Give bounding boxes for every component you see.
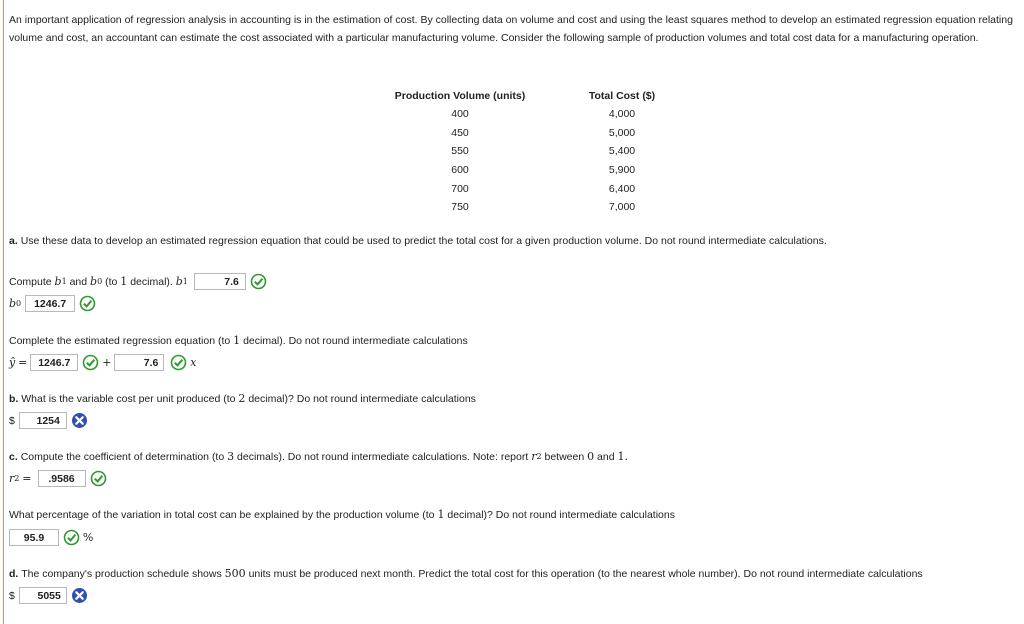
squared: 2 bbox=[536, 452, 542, 461]
equation-prompt bbox=[9, 334, 468, 347]
equation-line bbox=[9, 354, 196, 371]
equation-text-post: decimal). Do not round intermediate calculations bbox=[243, 334, 468, 347]
b1-symbol: b bbox=[54, 275, 62, 288]
correct-check-icon bbox=[63, 529, 80, 546]
part-d-letter: d. bbox=[9, 567, 19, 580]
table-row bbox=[368, 142, 692, 161]
plus-sign: + bbox=[102, 356, 112, 369]
b1-label-subscript: 1 bbox=[182, 277, 188, 286]
part-d-text-pre: The company's production schedule shows bbox=[21, 567, 222, 580]
data-table bbox=[368, 86, 692, 217]
b1-input[interactable]: 7.6 bbox=[194, 273, 246, 290]
x-variable: x bbox=[190, 356, 197, 369]
volume-cell: 550 bbox=[451, 145, 469, 158]
equals-sign: = bbox=[18, 356, 28, 369]
pct-text-post: decimal)? Do not round intermediate calculations bbox=[447, 508, 675, 521]
currency-symbol: $ bbox=[9, 589, 15, 602]
variable-cost-input[interactable]: 1254 bbox=[19, 412, 67, 429]
equation-b1-input[interactable]: 7.6 bbox=[114, 354, 164, 371]
problem-intro: An important application of regression analysis in accounting is in the estimation of cost. By collecting data on volume and cost and using the least squares method to develop an estimated regression equation relating volume and cost, an accountant can estimate the cost associated with a particular manufacturing volume. Consider the following sample of production volumes and total cost data for a manufacturing operation. bbox=[9, 14, 1013, 44]
r-squared-input[interactable]: .9586 bbox=[38, 470, 86, 487]
to-text: (to bbox=[105, 275, 118, 288]
part-b-letter: b. bbox=[9, 392, 19, 405]
part-c-letter: c. bbox=[9, 450, 18, 463]
part-a-question bbox=[9, 235, 827, 247]
part-d-answer bbox=[9, 587, 88, 604]
r-symbol: r bbox=[531, 450, 537, 463]
correct-check-icon bbox=[90, 470, 107, 487]
volume-cell: 450 bbox=[451, 126, 469, 139]
between-text: between bbox=[544, 450, 585, 463]
pct-text-pre: What percentage of the variation in total cost can be explained by the production volume (to bbox=[9, 508, 435, 521]
equation-text-pre: Complete the estimated regression equation (to bbox=[9, 334, 231, 347]
r-label: r bbox=[9, 472, 15, 485]
cost-cell: 5,400 bbox=[608, 145, 636, 158]
equation-b0-input[interactable]: 1246.7 bbox=[30, 354, 78, 371]
zero-val: 0 bbox=[587, 450, 595, 463]
part-b-answer bbox=[9, 412, 88, 429]
percentage-question bbox=[9, 508, 675, 521]
cost-cell: 5,000 bbox=[608, 126, 636, 139]
b0-subscript: 0 bbox=[97, 277, 103, 286]
pct-one: 1 bbox=[437, 508, 445, 521]
volume-cell: 750 bbox=[451, 201, 469, 214]
part-c-question bbox=[9, 450, 628, 463]
r-label-squared: 2 bbox=[14, 474, 20, 483]
correct-check-icon bbox=[170, 354, 187, 371]
b1-subscript: 1 bbox=[61, 277, 67, 286]
percentage-input[interactable]: 95.9 bbox=[9, 529, 59, 546]
part-b-two: 2 bbox=[238, 392, 246, 405]
b0-line bbox=[9, 295, 96, 312]
part-a-letter: a. bbox=[9, 235, 18, 247]
table-row bbox=[368, 198, 692, 217]
part-b-text-pre: What is the variable cost per unit produced (to bbox=[21, 392, 236, 405]
left-frame-border bbox=[3, 0, 4, 624]
part-c-text-pre: Compute the coefficient of determination (to bbox=[20, 450, 225, 463]
b0-symbol: b bbox=[90, 275, 98, 288]
part-d-question bbox=[9, 567, 923, 580]
currency-symbol: $ bbox=[9, 414, 15, 427]
part-d-units: 500 bbox=[224, 567, 246, 580]
b1-label-symbol: b bbox=[175, 275, 183, 288]
table-row bbox=[368, 179, 692, 198]
part-c-three: 3 bbox=[227, 450, 235, 463]
table-row bbox=[368, 161, 692, 180]
b0-label-symbol: b bbox=[9, 297, 17, 310]
b0-input[interactable]: 1246.7 bbox=[25, 295, 75, 312]
part-c-text-mid: decimals). Do not round intermediate calculations. Note: report bbox=[237, 450, 529, 463]
header-total-cost: Total Cost ($) bbox=[588, 89, 656, 102]
volume-cell: 400 bbox=[451, 108, 469, 121]
cost-cell: 6,400 bbox=[608, 182, 636, 195]
part-d-text-post: units must be produced next month. Predict the total cost for this operation (to the nearest whole number). Do not round intermediate calculations bbox=[248, 567, 923, 580]
part-b-question bbox=[9, 392, 476, 405]
cost-cell: 4,000 bbox=[608, 108, 636, 121]
predicted-cost-input[interactable]: 5055 bbox=[19, 587, 67, 604]
equation-one: 1 bbox=[233, 334, 241, 347]
correct-check-icon bbox=[82, 354, 99, 371]
b0-label-subscript: 0 bbox=[16, 299, 22, 308]
table-header-row bbox=[368, 86, 692, 105]
r-squared-line bbox=[9, 470, 107, 487]
incorrect-x-icon bbox=[71, 412, 88, 429]
decimal-text: decimal). bbox=[130, 275, 173, 288]
and-text: and bbox=[69, 275, 88, 288]
compute-b1-line bbox=[9, 273, 267, 290]
correct-check-icon bbox=[250, 273, 267, 290]
part-b-text-post: decimal)? Do not round intermediate calculations bbox=[248, 392, 476, 405]
one-val: 1 bbox=[617, 450, 625, 463]
equals-sign: = bbox=[22, 472, 32, 485]
correct-check-icon bbox=[79, 295, 96, 312]
cost-cell: 7,000 bbox=[608, 201, 636, 214]
cost-cell: 5,900 bbox=[608, 164, 636, 177]
table-row bbox=[368, 105, 692, 124]
one-decimal: 1 bbox=[120, 275, 128, 288]
header-production-volume: Production Volume (units) bbox=[394, 89, 526, 102]
and-text-c: and bbox=[597, 450, 615, 463]
yhat-symbol: ŷ bbox=[9, 356, 16, 369]
volume-cell: 700 bbox=[451, 182, 469, 195]
volume-cell: 600 bbox=[451, 164, 469, 177]
percent-sign: % bbox=[82, 531, 94, 544]
table-row bbox=[368, 124, 692, 143]
percentage-answer bbox=[9, 529, 93, 546]
period: . bbox=[624, 450, 628, 463]
incorrect-x-icon bbox=[71, 587, 88, 604]
compute-prefix: Compute bbox=[9, 275, 52, 288]
part-a-text: Use these data to develop an estimated regression equation that could be used to predict the total cost for a given production volume. Do not round intermediate calculations. bbox=[20, 235, 827, 247]
